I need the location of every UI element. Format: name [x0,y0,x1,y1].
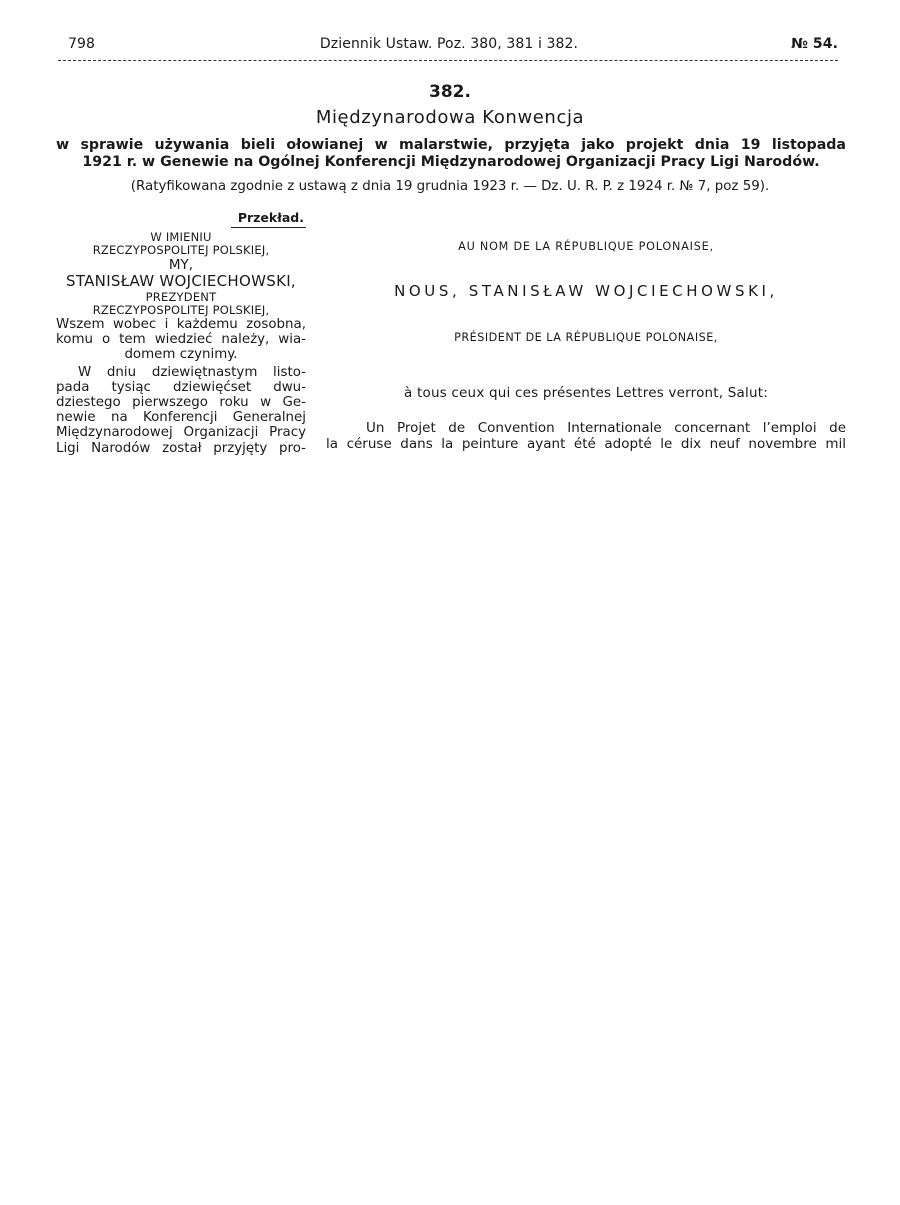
act-subtitle-line-2: 1921 r. w Genewie na Ogólnej Konferencji Międzynarodowej Organizacji Pracy Ligi Narodów. [82,154,820,170]
president-title-line-1: PREZYDENT [145,290,217,304]
ratification-note: (Ratyfikowana zgodnie z ustawą z dnia 19 grudnia 1923 r. — Dz. U. R. P. z 1924 r. № 7, poz 59). [130,179,770,194]
body-paragraph-fr [326,420,846,452]
proclamation-paragraph [56,317,306,363]
president-title-line-2: RZECZYPOSPOLITEJ POLSKIEJ, [92,302,270,317]
in-name-line-1: W IMIENIU [150,230,212,244]
proclamation-line: komu o tem wiedzieć należy, wia- [56,332,306,348]
we-heading: MY, [168,257,194,273]
body-paragraph-pl [56,365,306,456]
running-header [60,36,838,58]
journal-title: Dziennik Ustaw. Poz. 380, 381 i 382. [319,36,579,52]
body-line: dziestego pierwszego roku w Ge- [56,395,306,411]
issue-number: № 54. [790,36,838,52]
salutation: à tous ceux qui ces présentes Lettres verront, Salut: [404,385,768,401]
polish-translation-column [56,210,306,456]
in-name-fr: AU NOM DE LA RÉPUBLIQUE POLONAISE, [458,240,714,253]
body-line: Un Projet de Convention Internationale concernant l’emploi de [366,420,846,436]
french-original-column [326,240,846,452]
translation-label: Przekład. [237,210,304,225]
president-title-fr: PRÉSIDENT DE LA RÉPUBLIQUE POLONAISE, [454,331,718,344]
translation-underline [231,227,306,228]
proclamation-line: domem czynimy. [124,347,238,363]
act-subtitle-line-1: w sprawie używania bieli ołowianej w malarstwie, przyjęta jako projekt dnia 19 listopada [56,137,846,153]
page-number: 798 [68,36,96,52]
body-line: la céruse dans la peinture ayant été adopté le dix neuf novembre mil [326,436,846,452]
body-line: pada tysiąc dziewięćset dwu- [56,379,306,395]
body-line: newie na Konferencji Generalnej [56,410,306,426]
proclamation-line: Wszem wobec i każdemu zosobna, [56,317,306,332]
act-subtitle [56,137,846,171]
president-name: STANISŁAW WOJCIECHOWSKI, [66,272,296,290]
act-title: Międzynarodowa Konwencja [315,107,585,128]
body-line: Ligi Narodów został przyjęty pro- [56,440,306,456]
act-number: 382. [429,82,471,102]
body-line: W dniu dziewiętnastym listo- [78,364,306,380]
nous-president-name: NOUS, STANISŁAW WOJCIECHOWSKI, [394,282,778,300]
header-divider [58,60,838,61]
in-name-line-2: RZECZYPOSPOLITEJ POLSKIEJ, [92,242,270,257]
body-line: Międzynarodowej Organizacji Pracy [56,425,306,441]
